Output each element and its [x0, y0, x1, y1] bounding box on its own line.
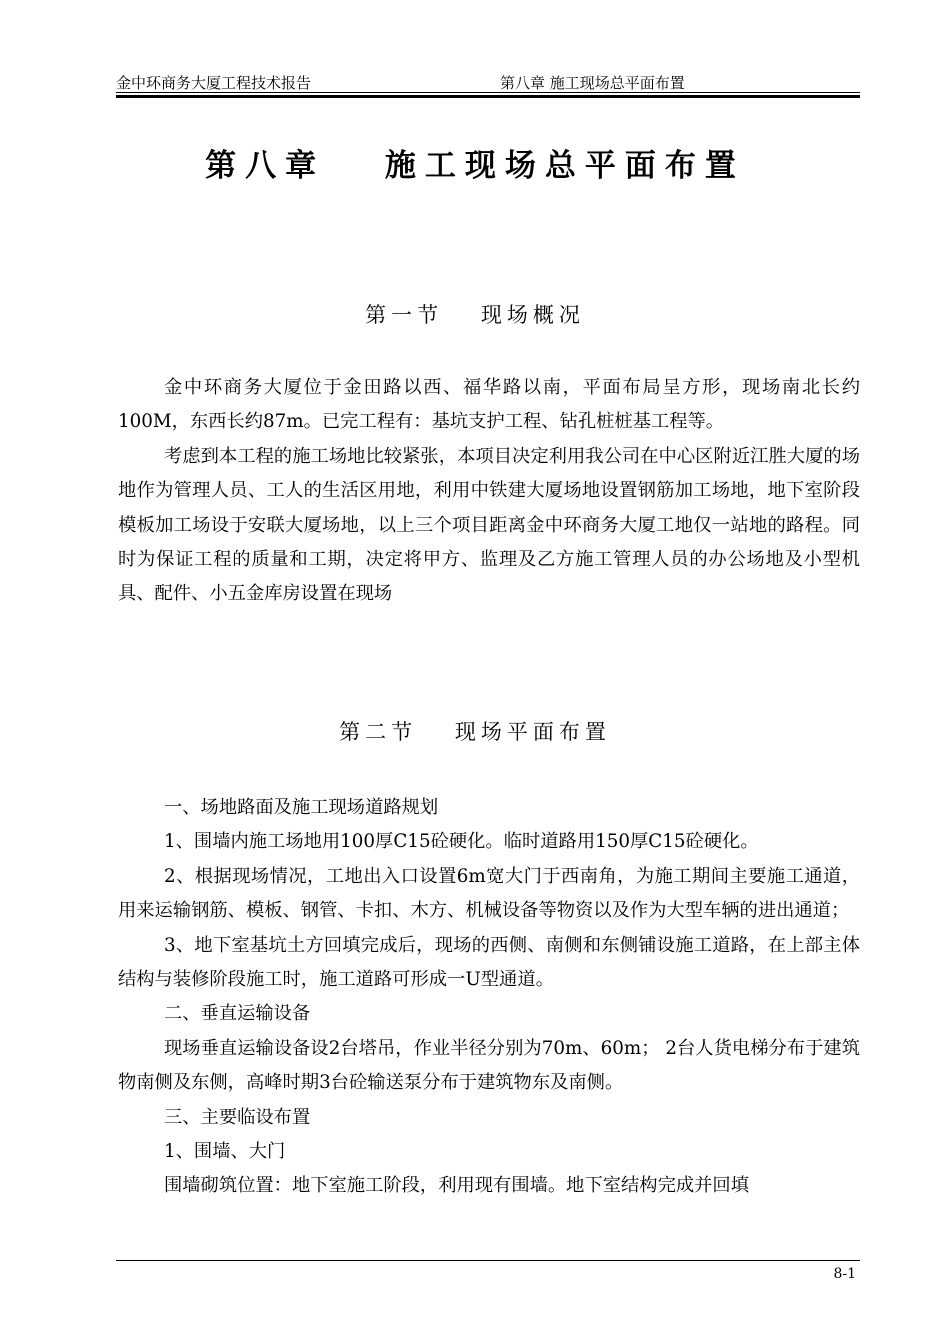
section-1-body — [118, 371, 860, 612]
paragraph: 现场垂直运输设备设2台塔吊，作业半径分别为70m、60m； 2台人货电梯分布于建筑物南侧及东侧，高峰时期3台砼输送泵分布于建筑物东及南侧。 — [118, 1037, 860, 1094]
section-1-title: 第一节 现场概况 — [365, 303, 585, 327]
paragraph: 1、围墙、大门 — [164, 1141, 286, 1163]
footer-rule — [116, 1260, 860, 1261]
section-2-body — [118, 791, 860, 1204]
paragraph: 考虑到本工程的施工场地比较紧张，本项目决定利用我公司在中心区附近江胜大厦的场地作为管理人员、工人的生活区用地，利用中铁建大厦场地设置钢筋加工场地，地下室阶段模板加工场设于安联大厦场地，以上三个项目距离金中环商务大厦工地仅一站地的路程。同时为保证工程的质量和工期，决定将甲方、监理及乙方施工管理人员的办公场地及小型机具、配件、小五金库房设置在现场 — [118, 445, 860, 605]
chapter-title: 第八章 施工现场总平面布置 — [205, 148, 745, 184]
paragraph: 1、围墙内施工场地用100厚C15砼硬化。临时道路用150厚C15砼硬化。 — [164, 831, 759, 853]
section-2-title: 第二节 现场平面布置 — [339, 720, 611, 744]
paragraph: 2、根据现场情况，工地出入口设置6m宽大门于西南角，为施工期间主要施工通道，用来运输钢筋、模板、钢管、卡扣、木方、机械设备等物资以及作为大型车辆的进出通道； — [118, 865, 860, 922]
paragraph: 围墙砌筑位置：地下室施工阶段，利用现有围墙。地下室结构完成并回填 — [164, 1175, 749, 1197]
paragraph: 3、地下室基坑土方回填完成后，现场的西侧、南侧和东侧铺设施工道路，在上部主体结构与装修阶段施工时，施工道路可形成一U型通道。 — [118, 934, 860, 991]
paragraph: 三、主要临设布置 — [164, 1106, 311, 1128]
paragraph: 一、场地路面及施工现场道路规划 — [164, 797, 439, 818]
page-number: 8-1 — [833, 1266, 856, 1282]
header-chapter-title: 第八章 施工现场总平面布置 — [500, 74, 685, 92]
header-rule-thin — [116, 92, 860, 93]
paragraph: 二、垂直运输设备 — [164, 1003, 311, 1025]
running-header — [116, 68, 860, 92]
header-rule-thick — [116, 95, 860, 98]
header-report-title: 金中环商务大厦工程技术报告 — [116, 74, 312, 92]
paragraph: 金中环商务大厦位于金田路以西、福华路以南，平面布局呈方形，现场南北长约100M，东西长约87m。已完工程有：基坑支护工程、钻孔桩桩基工程等。 — [118, 377, 860, 433]
